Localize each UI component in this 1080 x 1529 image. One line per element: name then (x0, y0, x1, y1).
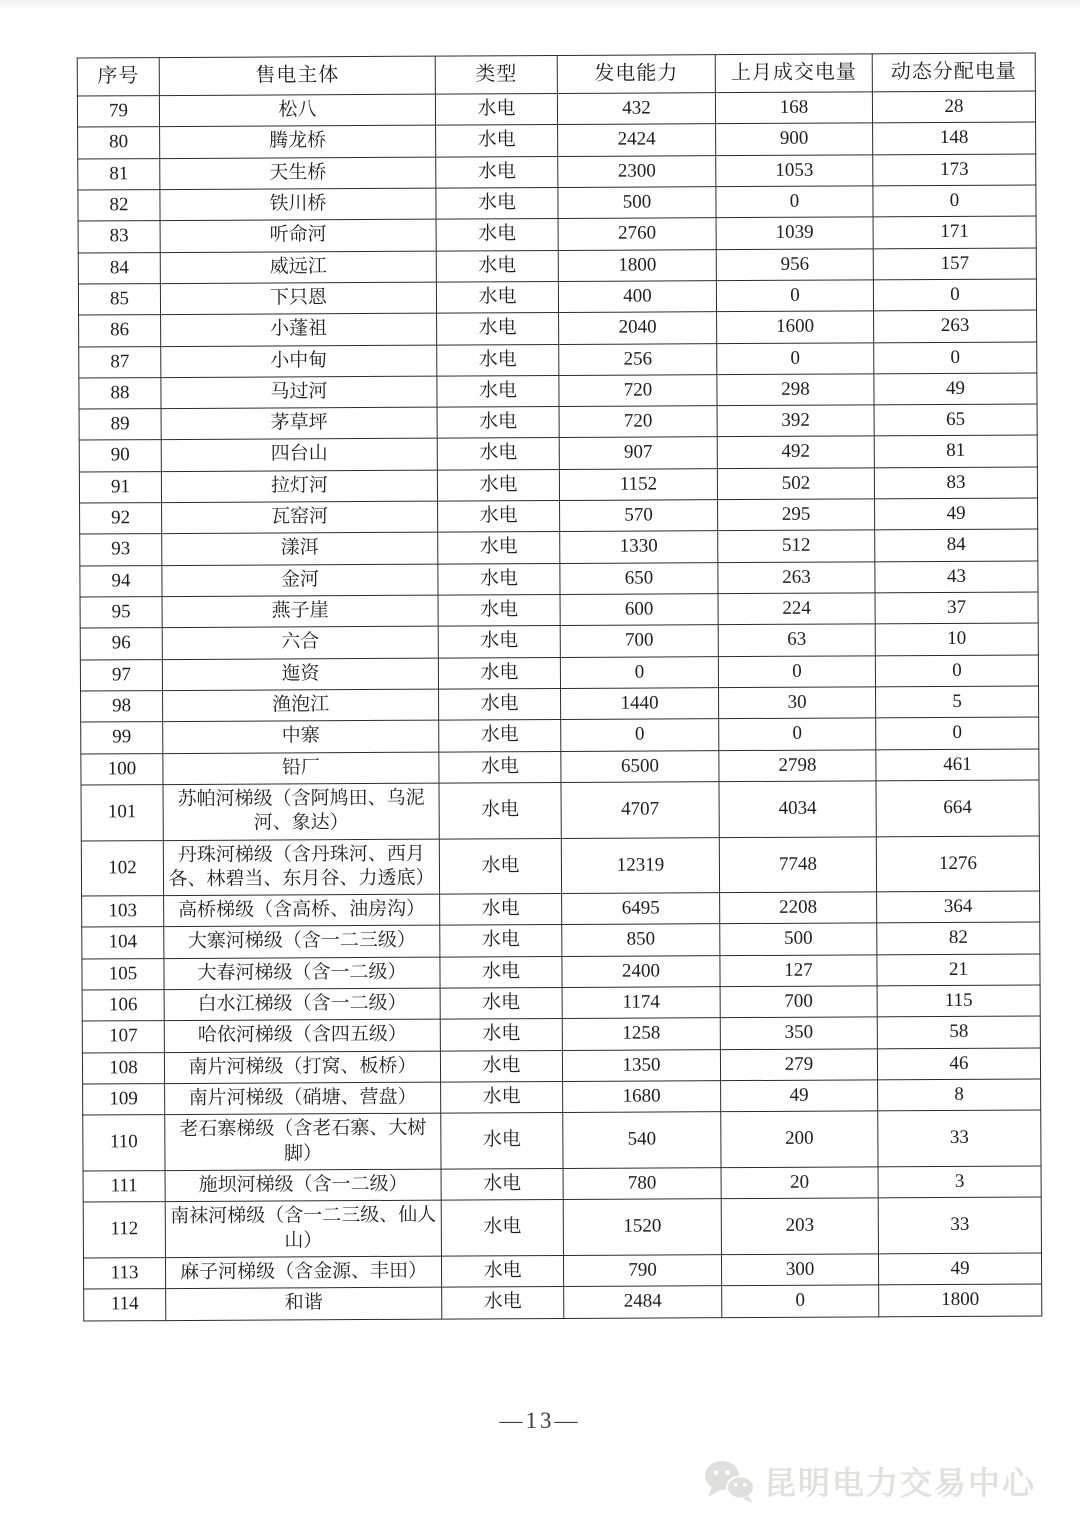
row-index-cell: 86 (79, 315, 161, 347)
row-index-cell: 96 (80, 628, 162, 660)
seller-name-cell: 施坝河梯级（含一二级） (165, 1169, 441, 1202)
watermark (703, 1458, 1036, 1504)
capacity-cell: 2300 (558, 155, 716, 187)
type-cell: 水电 (435, 94, 557, 126)
col-header-type: 类型 (435, 56, 557, 95)
last-month-volume-cell: 200 (721, 1111, 878, 1167)
type-cell: 水电 (438, 657, 560, 689)
table-row (83, 1197, 1041, 1258)
last-month-volume-cell: 956 (716, 248, 873, 280)
row-index-cell: 112 (83, 1202, 165, 1258)
last-month-volume-cell: 0 (717, 342, 874, 374)
type-cell: 水电 (437, 438, 559, 470)
allocation-cell: 0 (873, 279, 1036, 311)
seller-name-cell: 天生桥 (160, 157, 436, 190)
page-number: —13— (499, 1408, 581, 1433)
row-index-cell: 105 (82, 958, 164, 990)
allocation-cell: 148 (873, 122, 1036, 154)
row-index-cell: 101 (81, 784, 163, 840)
capacity-cell: 2400 (562, 955, 720, 987)
row-index-cell: 85 (78, 283, 160, 315)
last-month-volume-cell: 7748 (719, 836, 876, 892)
seller-name-cell: 南片河梯级（硝塘、营盘） (165, 1082, 441, 1115)
seller-name-cell: 丹珠河梯级（含丹珠河、西月各、林碧当、东月谷、力透底） (163, 839, 439, 896)
seller-name-cell: 铅厂 (163, 752, 439, 785)
allocation-cell: 58 (877, 1016, 1040, 1048)
table-row (82, 922, 1040, 958)
last-month-volume-cell: 350 (720, 1017, 877, 1049)
capacity-cell: 4707 (561, 782, 719, 838)
seller-name-cell: 茅草坪 (161, 407, 437, 440)
capacity-cell: 2424 (558, 124, 716, 156)
table-row (80, 655, 1038, 691)
allocation-cell: 65 (874, 404, 1037, 436)
last-month-volume-cell: 203 (721, 1198, 878, 1254)
allocation-cell: 37 (875, 592, 1038, 624)
allocation-cell: 8 (878, 1079, 1041, 1111)
row-index-cell: 88 (79, 377, 161, 409)
seller-name-cell: 哈依河梯级（含四五级） (164, 1020, 440, 1053)
seller-name-cell: 四台山 (161, 439, 437, 472)
capacity-cell: 700 (560, 625, 718, 657)
type-cell: 水电 (438, 626, 560, 658)
capacity-cell: 0 (561, 719, 719, 751)
seller-name-cell: 麻子河梯级（含金源、丰田） (165, 1256, 441, 1289)
last-month-volume-cell: 0 (722, 1285, 879, 1317)
seller-name-cell: 腾龙桥 (160, 125, 436, 158)
capacity-cell: 1152 (559, 468, 717, 500)
allocation-cell: 49 (874, 373, 1037, 405)
capacity-cell: 1800 (558, 249, 716, 281)
row-index-cell: 84 (78, 252, 160, 284)
type-cell: 水电 (439, 751, 561, 783)
last-month-volume-cell: 502 (717, 468, 874, 500)
capacity-cell: 2040 (559, 312, 717, 344)
type-cell: 水电 (442, 1287, 564, 1319)
table-row (79, 310, 1037, 346)
row-index-cell: 107 (82, 1021, 164, 1053)
type-cell: 水电 (437, 344, 559, 376)
seller-name-cell: 小中甸 (161, 345, 437, 378)
table-row (80, 561, 1038, 597)
row-index-cell: 97 (80, 659, 162, 691)
row-index-cell: 99 (81, 722, 163, 754)
allocation-cell: 0 (876, 717, 1039, 749)
table-row (79, 373, 1037, 409)
last-month-volume-cell: 492 (717, 436, 874, 468)
type-cell: 水电 (440, 956, 562, 988)
type-cell: 水电 (436, 250, 558, 282)
capacity-cell: 432 (557, 93, 715, 125)
type-cell: 水电 (436, 281, 558, 313)
type-cell: 水电 (439, 782, 561, 838)
col-header-seller: 售电主体 (159, 56, 435, 95)
type-cell: 水电 (438, 532, 560, 564)
seller-name-cell: 漾洱 (162, 533, 438, 566)
type-cell: 水电 (437, 375, 559, 407)
last-month-volume-cell: 1039 (716, 217, 873, 249)
allocation-cell: 263 (874, 310, 1037, 342)
type-cell: 水电 (436, 125, 558, 157)
row-index-cell: 93 (80, 534, 162, 566)
last-month-volume-cell: 263 (718, 562, 875, 594)
seller-name-cell: 高桥梯级（含高桥、油房沟） (164, 894, 440, 927)
row-index-cell: 102 (81, 840, 163, 896)
row-index-cell: 80 (78, 127, 160, 159)
table-row (80, 498, 1038, 534)
row-index-cell: 109 (83, 1084, 165, 1116)
allocation-cell: 0 (873, 185, 1036, 217)
capacity-cell: 500 (558, 187, 716, 219)
table-row (82, 1048, 1040, 1084)
table-header-row (77, 53, 1035, 96)
row-index-cell: 108 (82, 1052, 164, 1084)
seller-name-cell: 听命河 (160, 219, 436, 252)
table-row (79, 341, 1037, 377)
last-month-volume-cell: 49 (721, 1080, 878, 1112)
row-index-cell: 98 (81, 691, 163, 723)
seller-name-cell: 迤资 (162, 658, 438, 691)
seller-name-cell: 马过河 (161, 376, 437, 409)
last-month-volume-cell: 900 (716, 123, 873, 155)
capacity-cell: 6500 (561, 750, 719, 782)
table-row (82, 891, 1040, 927)
capacity-cell: 790 (563, 1255, 721, 1287)
seller-name-cell: 白水江梯级（含一二级） (164, 988, 440, 1021)
row-index-cell: 95 (80, 597, 162, 629)
col-header-capacity: 发电能力 (557, 55, 715, 94)
allocation-cell: 0 (874, 341, 1037, 373)
col-header-last-month-volume: 上月成交电量 (715, 54, 872, 93)
last-month-volume-cell: 0 (716, 280, 873, 312)
table-row (82, 985, 1040, 1021)
type-cell: 水电 (437, 313, 559, 345)
scanned-table-region (77, 53, 1042, 1321)
allocation-cell: 82 (877, 922, 1040, 954)
capacity-cell: 850 (562, 924, 720, 956)
table-row (78, 248, 1036, 284)
seller-name-cell: 渔泡江 (163, 689, 439, 722)
seller-name-cell: 下只恩 (160, 282, 436, 315)
row-index-cell: 83 (78, 221, 160, 253)
capacity-cell: 6495 (562, 893, 720, 925)
allocation-cell: 157 (873, 248, 1036, 280)
row-index-cell: 81 (78, 158, 160, 190)
table-row (80, 529, 1038, 565)
row-index-cell: 79 (77, 96, 159, 128)
table-row (84, 1284, 1042, 1320)
type-cell: 水电 (441, 1200, 563, 1256)
last-month-volume-cell: 4034 (719, 781, 876, 837)
seller-name-cell: 六合 (162, 626, 438, 659)
type-cell: 水电 (440, 1050, 562, 1082)
capacity-cell: 907 (559, 437, 717, 469)
allocation-cell: 28 (872, 91, 1035, 123)
last-month-volume-cell: 298 (717, 374, 874, 406)
capacity-cell: 1258 (562, 1018, 720, 1050)
seller-name-cell: 燕子崖 (162, 595, 438, 628)
allocation-cell: 1800 (879, 1284, 1042, 1316)
table-row (79, 467, 1037, 503)
table-row (78, 279, 1036, 315)
allocation-cell: 10 (875, 623, 1038, 655)
type-cell: 水电 (439, 688, 561, 720)
seller-name-cell: 松八 (159, 94, 435, 127)
type-cell: 水电 (440, 988, 562, 1020)
wechat-icon (703, 1459, 755, 1503)
table-row (78, 154, 1036, 190)
last-month-volume-cell: 1053 (716, 154, 873, 186)
allocation-cell: 84 (875, 529, 1038, 561)
seller-name-cell: 威远江 (160, 251, 436, 284)
table-row (81, 780, 1039, 841)
allocation-cell: 171 (873, 216, 1036, 248)
type-cell: 水电 (436, 219, 558, 251)
seller-name-cell: 铁川桥 (160, 188, 436, 221)
capacity-cell: 400 (558, 281, 716, 313)
last-month-volume-cell: 2208 (720, 892, 877, 924)
type-cell: 水电 (439, 838, 561, 894)
table-row (80, 623, 1038, 659)
row-index-cell: 106 (82, 990, 164, 1022)
type-cell: 水电 (441, 1113, 563, 1169)
table-row (83, 1253, 1041, 1289)
seller-name-cell: 小蓬祖 (161, 313, 437, 346)
allocation-cell: 5 (876, 686, 1039, 718)
row-index-cell: 110 (83, 1115, 165, 1171)
last-month-volume-cell: 20 (721, 1167, 878, 1199)
last-month-volume-cell: 279 (720, 1049, 877, 1081)
seller-name-cell: 和谐 (166, 1287, 442, 1320)
type-cell: 水电 (438, 594, 560, 626)
type-cell: 水电 (436, 187, 558, 219)
seller-name-cell: 拉灯河 (161, 470, 437, 503)
table-row (81, 749, 1039, 785)
type-cell: 水电 (437, 469, 559, 501)
last-month-volume-cell: 300 (721, 1254, 878, 1286)
allocation-cell: 364 (877, 891, 1040, 923)
last-month-volume-cell: 295 (718, 499, 875, 531)
last-month-volume-cell: 0 (716, 186, 873, 218)
last-month-volume-cell: 500 (720, 923, 877, 955)
allocation-cell: 115 (877, 985, 1040, 1017)
type-cell: 水电 (440, 925, 562, 957)
type-cell: 水电 (441, 1168, 563, 1200)
seller-name-cell: 瓦窑河 (162, 501, 438, 534)
last-month-volume-cell: 168 (715, 92, 872, 124)
table-row (82, 954, 1040, 990)
last-month-volume-cell: 2798 (719, 749, 876, 781)
type-cell: 水电 (440, 1019, 562, 1051)
row-index-cell: 103 (82, 896, 164, 928)
table-row (81, 686, 1039, 722)
row-index-cell: 82 (78, 190, 160, 222)
row-index-cell: 114 (84, 1289, 166, 1321)
last-month-volume-cell: 512 (718, 530, 875, 562)
table-row (78, 185, 1036, 221)
type-cell: 水电 (441, 1255, 563, 1287)
allocation-cell: 21 (877, 954, 1040, 986)
capacity-cell: 1680 (563, 1081, 721, 1113)
capacity-cell: 1440 (561, 688, 719, 720)
row-index-cell: 90 (79, 440, 161, 472)
row-index-cell: 100 (81, 753, 163, 785)
allocation-cell: 43 (875, 561, 1038, 593)
type-cell: 水电 (439, 720, 561, 752)
row-index-cell: 87 (79, 346, 161, 378)
capacity-cell: 780 (563, 1168, 721, 1200)
last-month-volume-cell: 224 (718, 593, 875, 625)
allocation-cell: 33 (878, 1110, 1041, 1166)
row-index-cell: 94 (80, 565, 162, 597)
seller-name-cell: 南片河梯级（打窝、板桥） (164, 1051, 440, 1084)
capacity-cell: 2484 (564, 1286, 722, 1318)
last-month-volume-cell: 0 (719, 718, 876, 750)
type-cell: 水电 (438, 563, 560, 595)
allocation-cell: 46 (877, 1048, 1040, 1080)
col-header-dynamic-allocation: 动态分配电量 (872, 53, 1035, 92)
last-month-volume-cell: 127 (720, 955, 877, 987)
seller-name-cell: 大寨河梯级（含一二三级） (164, 926, 440, 959)
capacity-cell: 650 (560, 562, 718, 594)
allocation-cell: 173 (873, 154, 1036, 186)
row-index-cell: 111 (83, 1171, 165, 1203)
seller-name-cell: 苏帕河梯级（含阿鸠田、乌泥河、象达） (163, 783, 439, 840)
table-row (80, 592, 1038, 628)
allocation-cell: 461 (876, 749, 1039, 781)
capacity-cell: 0 (560, 656, 718, 688)
last-month-volume-cell: 0 (718, 655, 875, 687)
allocation-cell: 1276 (876, 835, 1039, 891)
capacity-cell: 12319 (561, 837, 719, 893)
capacity-cell: 600 (560, 594, 718, 626)
allocation-cell: 3 (878, 1166, 1041, 1198)
type-cell: 水电 (441, 1081, 563, 1113)
capacity-cell: 540 (563, 1112, 721, 1168)
table-row (83, 1079, 1041, 1115)
capacity-cell: 256 (559, 343, 717, 375)
last-month-volume-cell: 63 (718, 624, 875, 656)
row-index-cell: 92 (80, 503, 162, 535)
last-month-volume-cell: 700 (720, 986, 877, 1018)
capacity-cell: 1174 (562, 987, 720, 1019)
seller-name-cell: 老石寨梯级（含老石寨、大树脚） (165, 1113, 441, 1170)
col-header-index: 序号 (77, 58, 159, 96)
type-cell: 水电 (437, 407, 559, 439)
allocation-cell: 33 (878, 1197, 1041, 1253)
table-row (77, 91, 1035, 127)
capacity-cell: 570 (560, 500, 718, 532)
table-row (78, 122, 1036, 158)
row-index-cell: 91 (79, 471, 161, 503)
allocation-cell: 0 (875, 655, 1038, 687)
capacity-cell: 2760 (558, 218, 716, 250)
allocation-cell: 49 (875, 498, 1038, 530)
seller-name-cell: 大春河梯级（含一二级） (164, 957, 440, 990)
row-index-cell: 89 (79, 409, 161, 441)
row-index-cell: 113 (83, 1257, 165, 1289)
last-month-volume-cell: 1600 (717, 311, 874, 343)
seller-name-cell: 金河 (162, 564, 438, 597)
capacity-cell: 1520 (563, 1199, 721, 1255)
capacity-cell: 720 (559, 406, 717, 438)
allocation-cell: 49 (878, 1253, 1041, 1285)
allocation-cell: 664 (876, 780, 1039, 836)
table-row (79, 404, 1037, 440)
power-sellers-table (77, 52, 1043, 1321)
type-cell: 水电 (438, 501, 560, 533)
table-row (83, 1166, 1041, 1202)
table-row (78, 216, 1036, 252)
last-month-volume-cell: 30 (719, 687, 876, 719)
table-row (82, 1016, 1040, 1052)
row-index-cell: 104 (82, 927, 164, 959)
table-row (81, 835, 1039, 896)
table-row (79, 435, 1037, 471)
table-row (83, 1110, 1041, 1171)
last-month-volume-cell: 392 (717, 405, 874, 437)
allocation-cell: 81 (874, 435, 1037, 467)
type-cell: 水电 (440, 894, 562, 926)
watermark-text: 昆明电力交易中心 (763, 1465, 1036, 1501)
type-cell: 水电 (436, 156, 558, 188)
capacity-cell: 1350 (562, 1049, 720, 1081)
seller-name-cell: 中寨 (163, 720, 439, 753)
table-row (81, 717, 1039, 753)
capacity-cell: 720 (559, 374, 717, 406)
capacity-cell: 1330 (560, 531, 718, 563)
allocation-cell: 83 (874, 467, 1037, 499)
seller-name-cell: 南袜河梯级（含一二三级、仙人山） (165, 1200, 441, 1257)
